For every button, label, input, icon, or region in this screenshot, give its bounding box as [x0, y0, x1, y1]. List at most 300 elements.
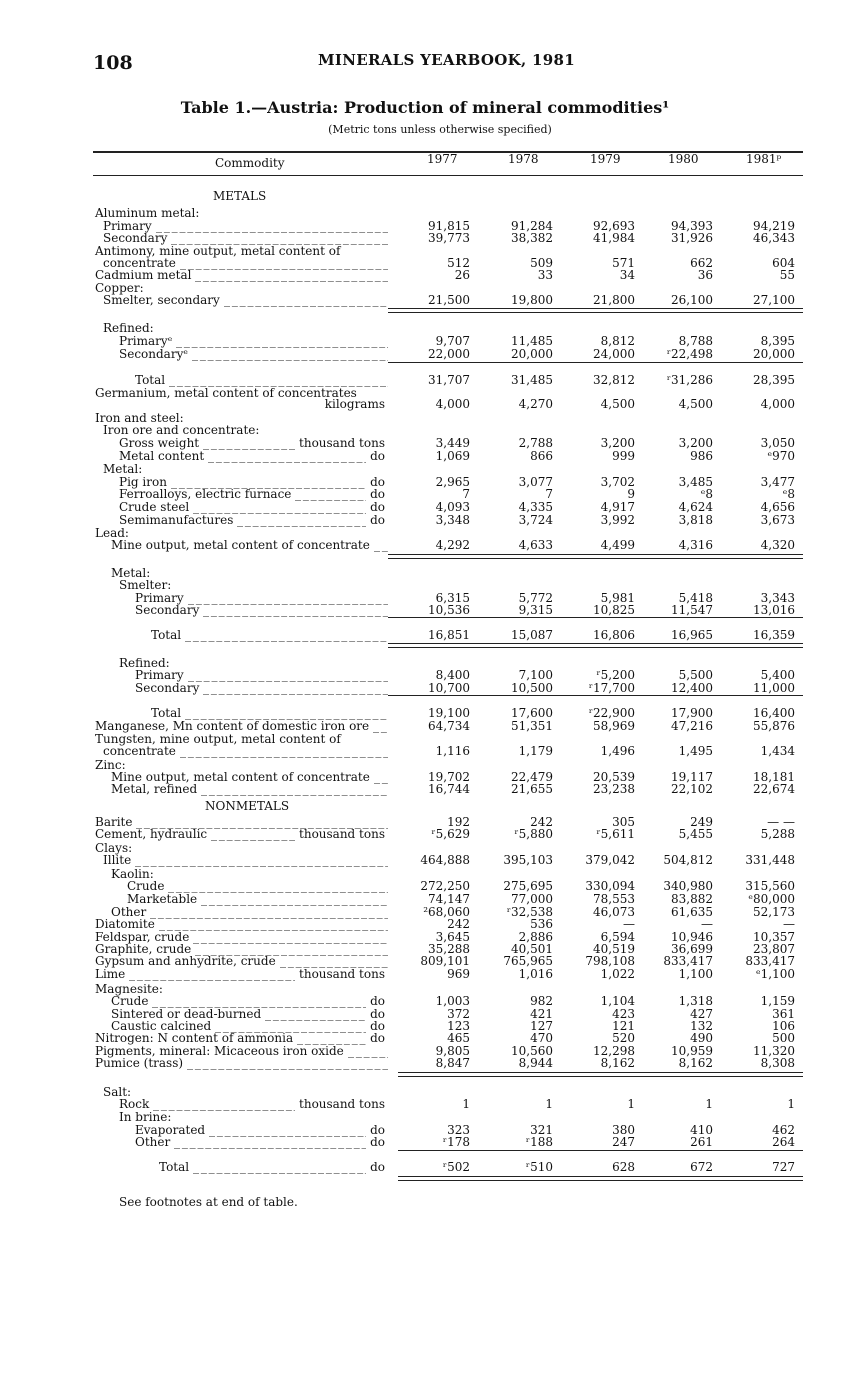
cell-1980: 8,788: [678, 334, 713, 348]
cell-1978: 395,103: [503, 853, 553, 867]
cell-1979: 1: [627, 1097, 635, 1111]
row-unit: do: [370, 1135, 385, 1149]
table-row: [0, 669, 850, 682]
cell-1981: 3,050: [760, 436, 795, 450]
cell-1978: 1,179: [518, 744, 553, 758]
cell-1979: 10,825: [593, 603, 635, 617]
cell-1978: 2,788: [518, 436, 553, 450]
leader-dots: [188, 669, 388, 682]
footnote: See footnotes at end of table.: [119, 1195, 298, 1209]
cell-1977: 16,744: [428, 782, 470, 796]
cell-1979: 121: [612, 1019, 635, 1033]
cell-1979: —: [623, 917, 635, 931]
cell-1977: 464,888: [420, 853, 470, 867]
cell-1981: 16,400: [753, 706, 795, 720]
cell-1978: 3,077: [518, 475, 553, 489]
leader-dots: [192, 348, 388, 361]
row-label: Antimony, mine output, metal content of: [95, 244, 341, 258]
leader-dots: [373, 720, 388, 733]
row-label: Ferroalloys, electric furnace: [119, 487, 292, 501]
cell-1977: 21,500: [428, 293, 470, 307]
leader-dots: [176, 335, 388, 348]
cell-1981: 11,000: [753, 681, 795, 695]
row-label: Metal:: [111, 566, 151, 580]
cell-1979: 3,992: [600, 513, 635, 527]
table-subtitle: (Metric tons unless otherwise specified): [328, 123, 552, 136]
row-label: Gypsum and anhydrite, crude: [95, 954, 276, 968]
row-label: Feldspar, crude: [95, 930, 190, 944]
cell-1981: 3,343: [760, 591, 795, 605]
cell-1981: 3,477: [760, 475, 795, 489]
cell-1977: 512: [447, 256, 470, 270]
cell-1977: 8,847: [435, 1056, 470, 1070]
cell-1979: 5,981: [600, 591, 635, 605]
rule: [398, 1150, 803, 1151]
cell-1978: 470: [530, 1031, 553, 1045]
cell-1979: 520: [612, 1031, 635, 1045]
leader-dots: [135, 854, 388, 867]
row-label: Semimanufactures: [119, 513, 234, 527]
row-unit: thousand tons: [299, 967, 385, 981]
row-label: Sintered or dead-burned: [111, 1007, 262, 1021]
cell-1981: 331,448: [745, 853, 795, 867]
cell-1978: 1,016: [518, 967, 553, 981]
leader-dots: [153, 1098, 295, 1111]
cell-1978: 4,633: [518, 538, 553, 552]
row-label: Other: [111, 905, 147, 919]
cell-1980: 61,635: [671, 905, 713, 919]
cell-1980: ᵉ8: [700, 487, 713, 501]
row-label: Magnesite:: [95, 982, 163, 996]
row-unit: thousand tons: [299, 436, 385, 450]
cell-1977: 1: [462, 1097, 470, 1111]
cell-1980: 83,882: [671, 892, 713, 906]
cell-1980: 986: [690, 449, 713, 463]
cell-1981: 833,417: [745, 954, 795, 968]
cell-1978: 536: [530, 917, 553, 931]
cell-1981: 52,173: [753, 905, 795, 919]
cell-1979: 6,594: [600, 930, 635, 944]
cell-1980: 36: [697, 268, 713, 282]
row-label: Kaolin:: [111, 867, 154, 881]
leader-dots: [174, 1136, 366, 1149]
leader-dots: [203, 682, 388, 695]
row-label: Manganese, Mn content of domestic iron ore: [95, 719, 370, 733]
cell-1981: 28,395: [753, 373, 795, 387]
row-label: Pig iron: [119, 475, 167, 489]
cell-1981: 500: [772, 1031, 795, 1045]
cell-1980: 3,485: [678, 475, 713, 489]
leader-dots: [208, 450, 366, 463]
cell-1981: 727: [772, 1160, 795, 1174]
cell-1980: 3,200: [678, 436, 713, 450]
cell-1978: 7,100: [518, 668, 553, 682]
header-rule-bottom: [93, 175, 803, 176]
cell-1981: 1: [787, 1097, 795, 1111]
cell-1977: 4,093: [435, 500, 470, 514]
cell-1978: 275,695: [503, 879, 553, 893]
cell-1977: ʳ178: [442, 1135, 470, 1149]
row-label: Secondary: [135, 603, 200, 617]
cell-1980: 31,926: [671, 231, 713, 245]
cell-1978: 17,600: [511, 706, 553, 720]
leader-dots: [374, 539, 388, 552]
leader-dots: [159, 918, 388, 931]
row-label: Metal, refined: [111, 782, 198, 796]
cell-1978: ʳ5,880: [514, 827, 553, 841]
row-label: Lead:: [95, 526, 129, 540]
cell-1979: 305: [612, 815, 635, 829]
row-label: Graphite, crude: [95, 942, 192, 956]
cell-1980: 261: [690, 1135, 713, 1149]
cell-1979: 32,812: [593, 373, 635, 387]
cell-1977: 26: [454, 268, 470, 282]
column-header-1981: 1981ᵖ: [746, 152, 782, 166]
row-label: Crude steel: [119, 500, 190, 514]
cell-1980: 833,417: [663, 954, 713, 968]
row-label: Secondary: [135, 681, 200, 695]
cell-1978: 19,800: [511, 293, 553, 307]
row-label: Crude: [127, 879, 165, 893]
cell-1980: 8,162: [678, 1056, 713, 1070]
row-label: Caustic calcined: [111, 1019, 212, 1033]
cell-1980: 47,216: [671, 719, 713, 733]
cell-1979: 330,094: [585, 879, 635, 893]
row-label: Zinc:: [95, 758, 126, 772]
cell-1977: 35,288: [428, 942, 470, 956]
cell-1977: 8,400: [435, 668, 470, 682]
cell-1981: 106: [772, 1019, 795, 1033]
cell-1980: 26,100: [671, 293, 713, 307]
cell-1979: 16,806: [593, 628, 635, 642]
cell-1978: 10,500: [511, 681, 553, 695]
cell-1978: 9,315: [518, 603, 553, 617]
row-unit: do: [370, 487, 385, 501]
cell-1980: 22,102: [671, 782, 713, 796]
leader-dots: [295, 488, 366, 501]
row-label: Cadmium metal: [95, 268, 192, 282]
cell-1979: 999: [612, 449, 635, 463]
cell-1977: 22,000: [428, 347, 470, 361]
cell-1977: ²68,060: [423, 905, 470, 919]
cell-1980: 4,500: [678, 397, 713, 411]
cell-1979: 34: [619, 268, 635, 282]
cell-1980: 94,393: [671, 219, 713, 233]
row-label: Mine output, metal content of concentrate: [111, 770, 370, 784]
row-label: Total: [135, 373, 166, 387]
cell-1977: 9,805: [435, 1044, 470, 1058]
cell-1978: 21,655: [511, 782, 553, 796]
cell-1977: 16,851: [428, 628, 470, 642]
cell-1979: 40,519: [593, 942, 635, 956]
cell-1977: 272,250: [420, 879, 470, 893]
table-row: [0, 783, 850, 796]
row-label: Diatomite: [95, 917, 155, 931]
cell-1977: 31,707: [428, 373, 470, 387]
row-unit: thousand tons: [299, 1097, 385, 1111]
rule: [388, 558, 803, 559]
cell-1980: 490: [690, 1031, 713, 1045]
rule: [398, 1180, 803, 1181]
cell-1978: 7: [545, 487, 553, 501]
cell-1979: 1,496: [600, 744, 635, 758]
row-label: Tungsten, mine output, metal content of: [95, 732, 341, 746]
cell-1980: 3,818: [678, 513, 713, 527]
cell-1978: 40,501: [511, 942, 553, 956]
row-unit: do: [370, 1007, 385, 1021]
leader-dots: [168, 880, 388, 893]
table-row: [0, 828, 850, 841]
cell-1979: 379,042: [585, 853, 635, 867]
leader-dots: [237, 514, 366, 527]
row-label: concentrate: [103, 744, 176, 758]
row-label: Secondary: [103, 231, 168, 245]
section-metals: METALS: [213, 189, 267, 203]
cell-1979: 1,104: [600, 994, 635, 1008]
cell-1979: ʳ5,200: [596, 668, 635, 682]
cell-1977: 1,116: [435, 744, 470, 758]
cell-1980: 427: [690, 1007, 713, 1021]
cell-1980: 11,547: [671, 603, 713, 617]
cell-1977: 1,069: [435, 449, 470, 463]
row-label: Rock: [119, 1097, 150, 1111]
cell-1981: 22,674: [753, 782, 795, 796]
cell-1981: 8,395: [760, 334, 795, 348]
leader-dots: [201, 783, 388, 796]
cell-1980: 504,812: [663, 853, 713, 867]
leader-dots: [201, 893, 388, 906]
row-label: Salt:: [103, 1085, 132, 1099]
cell-1979: 798,108: [585, 954, 635, 968]
cell-1981: 18,181: [753, 770, 795, 784]
cell-1979: 8,812: [600, 334, 635, 348]
cell-1980: 4,624: [678, 500, 713, 514]
row-label: Total: [159, 1160, 190, 1174]
leader-dots: [203, 604, 388, 617]
cell-1981: 20,000: [753, 347, 795, 361]
table-row: [0, 968, 850, 981]
row-label: Other: [135, 1135, 171, 1149]
row-label: Primary: [135, 668, 184, 682]
column-header-1977: 1977: [427, 152, 458, 166]
cell-1977: 192: [447, 815, 470, 829]
cell-1981: — —: [767, 815, 795, 829]
cell-1980: 5,500: [678, 668, 713, 682]
cell-1981: 8,308: [760, 1056, 795, 1070]
cell-1980: 19,117: [671, 770, 713, 784]
cell-1981: 55: [779, 268, 795, 282]
cell-1977: 39,773: [428, 231, 470, 245]
rule: [388, 362, 803, 363]
table-row: [0, 1111, 850, 1124]
cell-1977: 4,292: [435, 538, 470, 552]
rule: [388, 695, 803, 696]
cell-1977: 19,100: [428, 706, 470, 720]
cell-1980: 36,699: [671, 942, 713, 956]
row-unit: thousand tons: [299, 827, 385, 841]
cell-1981: —: [783, 917, 795, 931]
cell-1979: 247: [612, 1135, 635, 1149]
cell-1979: 4,499: [600, 538, 635, 552]
row-label: Illite: [103, 853, 132, 867]
cell-1978: 321: [530, 1123, 553, 1137]
cell-1977: 3,348: [435, 513, 470, 527]
leader-dots: [180, 745, 388, 758]
column-header-1978: 1978: [508, 152, 539, 166]
cell-1978: 4,335: [518, 500, 553, 514]
cell-1981: ᵉ80,000: [748, 892, 795, 906]
cell-1980: 1,495: [678, 744, 713, 758]
leader-dots: [224, 294, 388, 307]
cell-1978: 4,270: [518, 397, 553, 411]
cell-1979: 41,984: [593, 231, 635, 245]
column-header-commodity: Commodity: [215, 156, 285, 170]
row-label: concentrate: [103, 256, 176, 270]
row-label: Smelter:: [119, 578, 172, 592]
book-title: MINERALS YEARBOOK, 1981: [318, 51, 575, 69]
cell-1978: 3,724: [518, 513, 553, 527]
cell-1980: —: [701, 917, 713, 931]
table-row: [0, 1161, 850, 1174]
cell-1979: 8,162: [600, 1056, 635, 1070]
cell-1978: 11,485: [511, 334, 553, 348]
cell-1981: 55,876: [753, 719, 795, 733]
cell-1977: 1,003: [435, 994, 470, 1008]
cell-1980: 10,959: [671, 1044, 713, 1058]
cell-1981: 264: [772, 1135, 795, 1149]
row-label: Evaporated: [135, 1123, 206, 1137]
page-number: 108: [93, 52, 133, 74]
row-unit: do: [370, 500, 385, 514]
cell-1979: 3,200: [600, 436, 635, 450]
cell-1981: 13,016: [753, 603, 795, 617]
row-label: Refined:: [103, 321, 154, 335]
leader-dots: [211, 828, 295, 841]
cell-1977: 10,536: [428, 603, 470, 617]
cell-1981: 16,359: [753, 628, 795, 642]
cell-1978: 33: [537, 268, 553, 282]
row-unit: do: [370, 994, 385, 1008]
cell-1977: 969: [447, 967, 470, 981]
cell-1981: 94,219: [753, 219, 795, 233]
cell-1979: ʳ5,611: [596, 827, 635, 841]
cell-1979: 628: [612, 1160, 635, 1174]
cell-1981: 3,673: [760, 513, 795, 527]
cell-1981: 1,434: [760, 744, 795, 758]
row-label: Marketable: [127, 892, 198, 906]
cell-1981: ᵉ1,100: [756, 967, 795, 981]
cell-1977: 465: [447, 1031, 470, 1045]
cell-1979: 58,969: [593, 719, 635, 733]
row-unit: do: [370, 513, 385, 527]
cell-1977: 809,101: [420, 954, 470, 968]
column-header-1980: 1980: [668, 152, 699, 166]
table-row: [0, 955, 850, 968]
cell-1978: 242: [530, 815, 553, 829]
row-label: Lime: [95, 967, 126, 981]
table-row: [0, 348, 850, 361]
cell-1980: 12,400: [671, 681, 713, 695]
leader-dots: [195, 269, 388, 282]
table-row: [0, 629, 850, 642]
cell-1981: 46,343: [753, 231, 795, 245]
cell-1978: 2,886: [518, 930, 553, 944]
cell-1981: ᵉ8: [782, 487, 795, 501]
cell-1979: 3,702: [600, 475, 635, 489]
cell-1977: 2,965: [435, 475, 470, 489]
cell-1981: 4,000: [760, 397, 795, 411]
table-row: [0, 398, 850, 411]
cell-1979: 1,022: [600, 967, 635, 981]
table-row: [0, 1136, 850, 1149]
cell-1977: 242: [447, 917, 470, 931]
rule: [388, 554, 803, 555]
rule: [388, 647, 803, 648]
row-label: Primary: [103, 219, 152, 233]
cell-1979: 21,800: [593, 293, 635, 307]
cell-1981: ᵉ970: [767, 449, 795, 463]
cell-1979: 4,917: [600, 500, 635, 514]
cell-1981: 4,320: [760, 538, 795, 552]
cell-1978: 38,382: [511, 231, 553, 245]
cell-1979: 78,553: [593, 892, 635, 906]
row-label: Metal:: [103, 462, 143, 476]
table-row: [0, 854, 850, 867]
cell-1980: 132: [690, 1019, 713, 1033]
rule: [388, 643, 803, 644]
cell-1980: 672: [690, 1160, 713, 1174]
cell-1978: 51,351: [511, 719, 553, 733]
cell-1979: 23,238: [593, 782, 635, 796]
table-row: [0, 539, 850, 552]
cell-1977: 6,315: [435, 591, 470, 605]
row-label: In brine:: [119, 1110, 172, 1124]
rule: [398, 1072, 803, 1073]
cell-1978: 866: [530, 449, 553, 463]
cell-1978: 509: [530, 256, 553, 270]
table-title: Table 1.—Austria: Production of mineral commodities¹: [180, 98, 670, 117]
cell-1978: 127: [530, 1019, 553, 1033]
row-label: Gross weight: [119, 436, 200, 450]
cell-1977: 3,645: [435, 930, 470, 944]
cell-1977: 3,449: [435, 436, 470, 450]
cell-1978: ʳ510: [525, 1160, 553, 1174]
cell-1981: 5,400: [760, 668, 795, 682]
leader-dots: [187, 1057, 388, 1070]
cell-1978: 31,485: [511, 373, 553, 387]
row-label: Iron ore and concentrate:: [103, 423, 260, 437]
cell-1977: 323: [447, 1123, 470, 1137]
rule: [388, 617, 803, 618]
cell-1978: 77,000: [511, 892, 553, 906]
cell-1977: ʳ5,629: [431, 827, 470, 841]
row-label: Total: [151, 706, 182, 720]
cell-1979: 20,539: [593, 770, 635, 784]
row-label: Metal content: [119, 449, 205, 463]
cell-1980: 10,946: [671, 930, 713, 944]
cell-1978: 10,560: [511, 1044, 553, 1058]
row-label: Total: [151, 628, 182, 642]
cell-1981: 10,357: [753, 930, 795, 944]
cell-1978: 5,772: [518, 591, 553, 605]
cell-1977: 9,707: [435, 334, 470, 348]
cell-1977: 372: [447, 1007, 470, 1021]
cell-1977: 74,147: [428, 892, 470, 906]
cell-1980: 1,100: [678, 967, 713, 981]
cell-1981: 27,100: [753, 293, 795, 307]
cell-1977: 7: [462, 487, 470, 501]
row-label: Germanium, metal content of concentrates: [95, 386, 357, 400]
